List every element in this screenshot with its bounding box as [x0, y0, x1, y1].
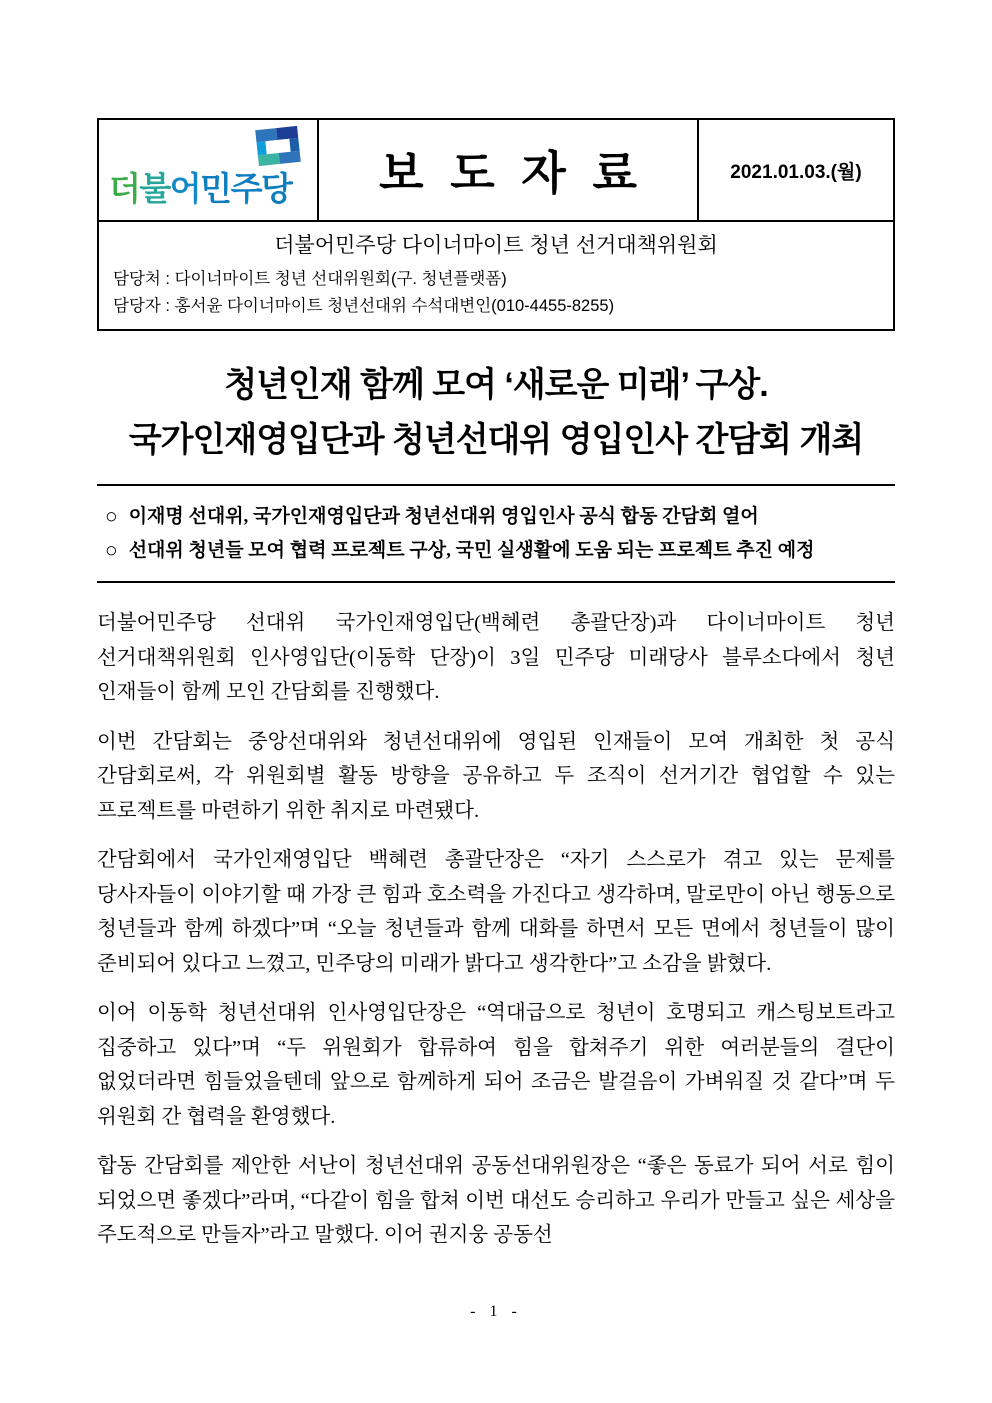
paragraph: 합동 간담회를 제안한 서난이 청년선대위 공동선대위원장은 “좋은 동료가 되어 서로 힘이 되었으면 좋겠다”라며, “다같이 힘을 합쳐 이번 대선도 승리하고 우리가 만들고 싶은 세상을 주도적으로 만들자”라고 말했다. 이어 권지웅 공동선: [97, 1155, 895, 1246]
header-top-row: [99, 120, 893, 222]
logo-char: 불: [139, 170, 170, 207]
header-bottom-section: [99, 222, 893, 329]
press-release-title: 보도자료: [379, 147, 664, 199]
summary-box: [97, 484, 895, 583]
headline-line2: 국가인재영입단과 청년선대위 영입인사 간담회 개최: [128, 421, 864, 459]
paragraph: 더불어민주당 선대위 국가인재영입단(백혜련 총괄단장)과 다이너마이트 청년 선거대책위원회 인사영입단(이동학 단장)이 3일 민주당 미래당사 블루소다에서 청년 인재들이 함께 모인 간담회를 진행했다.: [97, 612, 895, 703]
logo-char: 당: [260, 170, 292, 207]
bullet-circle-icon: ○: [105, 504, 118, 528]
headline-line1: 청년인재 함께 모여 ‘새로운 미래’ 구상.: [224, 366, 768, 404]
release-date: 2021.01.03.(월): [730, 161, 862, 183]
press-header-box: [97, 118, 895, 331]
party-logo-text: [109, 163, 291, 210]
press-body: [97, 606, 895, 1253]
paragraph: 이어 이동학 청년선대위 인사영입단장은 “역대급으로 청년이 호명되고 캐스팅보트라고 집중하고 있다”며 “두 위원회가 합류하여 힘을 합쳐주기 위한 여러분들의 결단이 없었더라면 힘들었을텐데 앞으로 함께하게 되어 조금은 발걸음이 가벼워질 것 같다”며 두 위원회 간 협력을 환영했다.: [97, 1002, 895, 1128]
bullet-item: [105, 502, 891, 531]
committee-name: 더불어민주당 다이너마이트 청년 선거대책위원회: [274, 234, 718, 257]
contact-line: 담당자 : 홍서윤 다이너마이트 청년선대위 수석대변인(010-4455-8255): [113, 297, 615, 315]
headline: [97, 358, 895, 468]
party-logo-cell: [99, 120, 319, 220]
logo-char: 더: [109, 170, 140, 207]
bullet-circle-icon: ○: [105, 538, 118, 562]
paragraph: 간담회에서 국가인재영입단 백혜련 총괄단장은 “자기 스스로가 겪고 있는 문제를 당사자들이 이야기할 때 가장 큰 힘과 호소력을 가진다고 생각하며, 말로만이 아닌 행동으로 청년들과 함께 하겠다”며 “오늘 청년들과 함께 대화를 하면서 모든 면에서 청년들이 많이 준비되어 있다고 느꼈고, 민주당의 미래가 밝다고 생각한다”고 소감을 밝혔다.: [97, 849, 895, 975]
page-number: - 1 -: [470, 1303, 522, 1320]
bullet-text: 선대위 청년들 모여 협력 프로젝트 구상, 국민 실생활에 도움 되는 프로젝트 추진 예정: [128, 540, 815, 561]
press-title-cell: [319, 120, 697, 220]
dept-line: 담당처 : 다이너마이트 청년 선대위원회(구. 청년플랫폼): [113, 270, 507, 288]
bullet-item: [105, 536, 891, 565]
paragraph: 이번 간담회는 중앙선대위와 청년선대위에 영입된 인재들이 모여 개최한 첫 공식 간담회로써, 각 위원회별 활동 방향을 공유하고 두 조직이 선거기간 협업할 수 있는 프로젝트를 마련하기 위한 취지로 마련됐다.: [97, 730, 895, 822]
logo-char: 주: [230, 170, 261, 207]
logo-char: 어: [169, 170, 201, 207]
logo-char: 민: [200, 170, 231, 207]
page-content: [97, 118, 895, 1268]
bullet-text: 이재명 선대위, 국가인재영입단과 청년선대위 영입인사 공식 합동 간담회 열어: [128, 506, 759, 527]
date-cell: [697, 120, 893, 220]
